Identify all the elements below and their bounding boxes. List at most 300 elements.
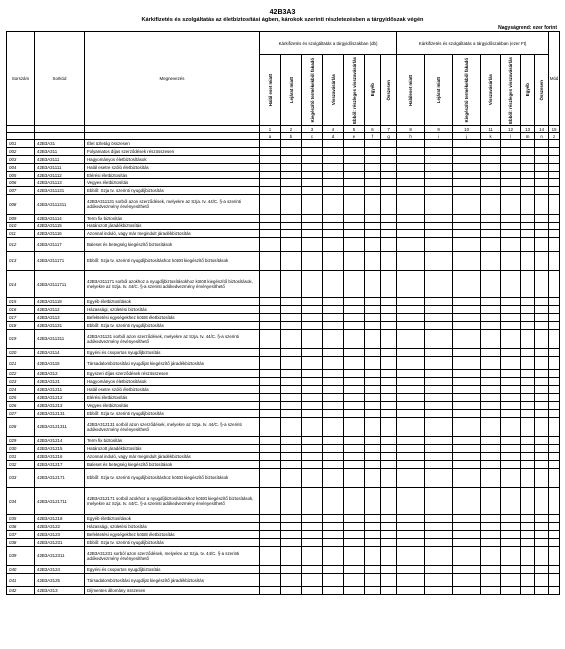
value-cell[interactable]	[481, 298, 501, 306]
value-cell[interactable]	[549, 271, 560, 298]
value-cell[interactable]	[302, 298, 323, 306]
value-cell[interactable]	[425, 163, 453, 171]
value-cell[interactable]	[481, 437, 501, 445]
value-cell[interactable]	[521, 171, 535, 179]
value-cell[interactable]	[281, 298, 302, 306]
value-cell[interactable]	[535, 401, 549, 409]
value-cell[interactable]	[323, 587, 344, 595]
value-cell[interactable]	[521, 329, 535, 348]
value-cell[interactable]	[397, 179, 425, 187]
value-cell[interactable]	[381, 238, 397, 251]
value-cell[interactable]	[481, 187, 501, 195]
value-cell[interactable]	[453, 409, 481, 417]
value-cell[interactable]	[549, 565, 560, 573]
value-cell[interactable]	[535, 515, 549, 523]
value-cell[interactable]	[302, 417, 323, 436]
value-cell[interactable]	[549, 214, 560, 222]
value-cell[interactable]	[521, 298, 535, 306]
value-cell[interactable]	[501, 271, 521, 298]
value-cell[interactable]	[521, 488, 535, 515]
value-cell[interactable]	[302, 437, 323, 445]
value-cell[interactable]	[381, 452, 397, 460]
value-cell[interactable]	[323, 179, 344, 187]
value-cell[interactable]	[365, 147, 381, 155]
value-cell[interactable]	[365, 298, 381, 306]
value-cell[interactable]	[260, 587, 281, 595]
value-cell[interactable]	[481, 488, 501, 515]
value-cell[interactable]	[425, 587, 453, 595]
value-cell[interactable]	[481, 147, 501, 155]
value-cell[interactable]	[425, 565, 453, 573]
value-cell[interactable]	[481, 230, 501, 238]
value-cell[interactable]	[323, 515, 344, 523]
value-cell[interactable]	[425, 214, 453, 222]
value-cell[interactable]	[302, 386, 323, 394]
value-cell[interactable]	[323, 370, 344, 378]
value-cell[interactable]	[344, 393, 365, 401]
value-cell[interactable]	[323, 140, 344, 148]
value-cell[interactable]	[397, 538, 425, 546]
value-cell[interactable]	[281, 488, 302, 515]
value-cell[interactable]	[535, 565, 549, 573]
value-cell[interactable]	[344, 401, 365, 409]
value-cell[interactable]	[260, 222, 281, 230]
value-cell[interactable]	[381, 187, 397, 195]
value-cell[interactable]	[535, 163, 549, 171]
value-cell[interactable]	[302, 515, 323, 523]
value-cell[interactable]	[397, 349, 425, 357]
value-cell[interactable]	[453, 222, 481, 230]
value-cell[interactable]	[535, 305, 549, 313]
value-cell[interactable]	[481, 444, 501, 452]
value-cell[interactable]	[453, 401, 481, 409]
value-cell[interactable]	[453, 163, 481, 171]
value-cell[interactable]	[365, 538, 381, 546]
value-cell[interactable]	[381, 313, 397, 321]
value-cell[interactable]	[281, 195, 302, 214]
value-cell[interactable]	[501, 187, 521, 195]
value-cell[interactable]	[323, 565, 344, 573]
value-cell[interactable]	[323, 538, 344, 546]
value-cell[interactable]	[501, 313, 521, 321]
value-cell[interactable]	[535, 251, 549, 270]
value-cell[interactable]	[481, 386, 501, 394]
value-cell[interactable]	[260, 163, 281, 171]
value-cell[interactable]	[425, 329, 453, 348]
value-cell[interactable]	[481, 238, 501, 251]
value-cell[interactable]	[323, 298, 344, 306]
value-cell[interactable]	[535, 530, 549, 538]
value-cell[interactable]	[344, 468, 365, 487]
value-cell[interactable]	[260, 370, 281, 378]
value-cell[interactable]	[521, 378, 535, 386]
value-cell[interactable]	[365, 587, 381, 595]
value-cell[interactable]	[535, 214, 549, 222]
value-cell[interactable]	[521, 460, 535, 468]
value-cell[interactable]	[302, 370, 323, 378]
value-cell[interactable]	[381, 329, 397, 348]
value-cell[interactable]	[302, 321, 323, 329]
value-cell[interactable]	[481, 214, 501, 222]
value-cell[interactable]	[501, 370, 521, 378]
value-cell[interactable]	[302, 393, 323, 401]
value-cell[interactable]	[344, 305, 365, 313]
value-cell[interactable]	[535, 140, 549, 148]
value-cell[interactable]	[425, 546, 453, 565]
value-cell[interactable]	[535, 238, 549, 251]
value-cell[interactable]	[302, 147, 323, 155]
value-cell[interactable]	[281, 163, 302, 171]
value-cell[interactable]	[453, 460, 481, 468]
value-cell[interactable]	[549, 546, 560, 565]
value-cell[interactable]	[481, 573, 501, 586]
value-cell[interactable]	[302, 468, 323, 487]
value-cell[interactable]	[425, 238, 453, 251]
value-cell[interactable]	[425, 305, 453, 313]
value-cell[interactable]	[481, 349, 501, 357]
value-cell[interactable]	[521, 565, 535, 573]
value-cell[interactable]	[535, 538, 549, 546]
value-cell[interactable]	[521, 140, 535, 148]
value-cell[interactable]	[425, 222, 453, 230]
value-cell[interactable]	[397, 222, 425, 230]
value-cell[interactable]	[453, 238, 481, 251]
value-cell[interactable]	[481, 522, 501, 530]
value-cell[interactable]	[425, 171, 453, 179]
value-cell[interactable]	[302, 305, 323, 313]
value-cell[interactable]	[397, 437, 425, 445]
value-cell[interactable]	[453, 468, 481, 487]
value-cell[interactable]	[344, 409, 365, 417]
value-cell[interactable]	[549, 522, 560, 530]
value-cell[interactable]	[323, 222, 344, 230]
value-cell[interactable]	[453, 370, 481, 378]
value-cell[interactable]	[501, 409, 521, 417]
value-cell[interactable]	[365, 214, 381, 222]
value-cell[interactable]	[549, 515, 560, 523]
value-cell[interactable]	[501, 222, 521, 230]
value-cell[interactable]	[344, 452, 365, 460]
value-cell[interactable]	[549, 573, 560, 586]
value-cell[interactable]	[453, 230, 481, 238]
value-cell[interactable]	[281, 538, 302, 546]
value-cell[interactable]	[397, 356, 425, 369]
value-cell[interactable]	[281, 565, 302, 573]
value-cell[interactable]	[323, 417, 344, 436]
value-cell[interactable]	[260, 386, 281, 394]
value-cell[interactable]	[302, 313, 323, 321]
value-cell[interactable]	[425, 573, 453, 586]
value-cell[interactable]	[453, 565, 481, 573]
value-cell[interactable]	[365, 393, 381, 401]
value-cell[interactable]	[549, 393, 560, 401]
value-cell[interactable]	[481, 468, 501, 487]
value-cell[interactable]	[381, 140, 397, 148]
value-cell[interactable]	[501, 515, 521, 523]
value-cell[interactable]	[260, 140, 281, 148]
value-cell[interactable]	[302, 587, 323, 595]
value-cell[interactable]	[549, 329, 560, 348]
value-cell[interactable]	[535, 573, 549, 586]
value-cell[interactable]	[453, 573, 481, 586]
value-cell[interactable]	[481, 163, 501, 171]
value-cell[interactable]	[453, 378, 481, 386]
value-cell[interactable]	[344, 522, 365, 530]
value-cell[interactable]	[453, 393, 481, 401]
value-cell[interactable]	[397, 546, 425, 565]
value-cell[interactable]	[365, 222, 381, 230]
value-cell[interactable]	[281, 515, 302, 523]
value-cell[interactable]	[549, 155, 560, 163]
value-cell[interactable]	[549, 444, 560, 452]
value-cell[interactable]	[397, 298, 425, 306]
value-cell[interactable]	[281, 155, 302, 163]
value-cell[interactable]	[397, 187, 425, 195]
value-cell[interactable]	[323, 393, 344, 401]
value-cell[interactable]	[521, 468, 535, 487]
value-cell[interactable]	[521, 417, 535, 436]
value-cell[interactable]	[260, 195, 281, 214]
value-cell[interactable]	[425, 452, 453, 460]
value-cell[interactable]	[281, 187, 302, 195]
value-cell[interactable]	[501, 488, 521, 515]
value-cell[interactable]	[481, 321, 501, 329]
value-cell[interactable]	[549, 401, 560, 409]
value-cell[interactable]	[453, 147, 481, 155]
value-cell[interactable]	[481, 179, 501, 187]
value-cell[interactable]	[425, 417, 453, 436]
value-cell[interactable]	[521, 155, 535, 163]
value-cell[interactable]	[302, 179, 323, 187]
value-cell[interactable]	[381, 171, 397, 179]
value-cell[interactable]	[453, 171, 481, 179]
value-cell[interactable]	[323, 238, 344, 251]
value-cell[interactable]	[260, 214, 281, 222]
value-cell[interactable]	[323, 573, 344, 586]
value-cell[interactable]	[481, 305, 501, 313]
value-cell[interactable]	[344, 538, 365, 546]
value-cell[interactable]	[365, 171, 381, 179]
value-cell[interactable]	[481, 155, 501, 163]
value-cell[interactable]	[549, 179, 560, 187]
value-cell[interactable]	[344, 171, 365, 179]
value-cell[interactable]	[323, 251, 344, 270]
value-cell[interactable]	[260, 329, 281, 348]
value-cell[interactable]	[381, 573, 397, 586]
value-cell[interactable]	[344, 565, 365, 573]
value-cell[interactable]	[501, 587, 521, 595]
value-cell[interactable]	[381, 222, 397, 230]
value-cell[interactable]	[481, 546, 501, 565]
value-cell[interactable]	[521, 195, 535, 214]
value-cell[interactable]	[365, 417, 381, 436]
value-cell[interactable]	[535, 222, 549, 230]
value-cell[interactable]	[501, 538, 521, 546]
value-cell[interactable]	[281, 417, 302, 436]
value-cell[interactable]	[521, 546, 535, 565]
value-cell[interactable]	[365, 546, 381, 565]
value-cell[interactable]	[381, 460, 397, 468]
value-cell[interactable]	[281, 222, 302, 230]
value-cell[interactable]	[501, 298, 521, 306]
value-cell[interactable]	[535, 321, 549, 329]
value-cell[interactable]	[260, 546, 281, 565]
value-cell[interactable]	[549, 305, 560, 313]
value-cell[interactable]	[323, 321, 344, 329]
value-cell[interactable]	[481, 329, 501, 348]
value-cell[interactable]	[453, 522, 481, 530]
value-cell[interactable]	[260, 298, 281, 306]
value-cell[interactable]	[302, 378, 323, 386]
value-cell[interactable]	[365, 409, 381, 417]
value-cell[interactable]	[521, 538, 535, 546]
value-cell[interactable]	[344, 251, 365, 270]
value-cell[interactable]	[425, 230, 453, 238]
value-cell[interactable]	[381, 401, 397, 409]
value-cell[interactable]	[381, 488, 397, 515]
value-cell[interactable]	[521, 437, 535, 445]
value-cell[interactable]	[521, 349, 535, 357]
value-cell[interactable]	[281, 271, 302, 298]
value-cell[interactable]	[397, 573, 425, 586]
value-cell[interactable]	[549, 222, 560, 230]
value-cell[interactable]	[453, 417, 481, 436]
value-cell[interactable]	[521, 230, 535, 238]
value-cell[interactable]	[397, 147, 425, 155]
value-cell[interactable]	[365, 356, 381, 369]
value-cell[interactable]	[381, 393, 397, 401]
value-cell[interactable]	[481, 378, 501, 386]
value-cell[interactable]	[453, 488, 481, 515]
value-cell[interactable]	[397, 230, 425, 238]
value-cell[interactable]	[501, 329, 521, 348]
value-cell[interactable]	[281, 214, 302, 222]
value-cell[interactable]	[344, 298, 365, 306]
value-cell[interactable]	[344, 147, 365, 155]
value-cell[interactable]	[323, 163, 344, 171]
value-cell[interactable]	[260, 356, 281, 369]
value-cell[interactable]	[425, 147, 453, 155]
value-cell[interactable]	[323, 349, 344, 357]
value-cell[interactable]	[549, 488, 560, 515]
value-cell[interactable]	[521, 515, 535, 523]
value-cell[interactable]	[344, 573, 365, 586]
value-cell[interactable]	[381, 298, 397, 306]
value-cell[interactable]	[481, 452, 501, 460]
value-cell[interactable]	[501, 546, 521, 565]
value-cell[interactable]	[381, 163, 397, 171]
value-cell[interactable]	[365, 437, 381, 445]
value-cell[interactable]	[323, 401, 344, 409]
value-cell[interactable]	[397, 393, 425, 401]
value-cell[interactable]	[344, 195, 365, 214]
value-cell[interactable]	[481, 515, 501, 523]
value-cell[interactable]	[381, 587, 397, 595]
value-cell[interactable]	[323, 437, 344, 445]
value-cell[interactable]	[344, 530, 365, 538]
value-cell[interactable]	[302, 214, 323, 222]
value-cell[interactable]	[501, 444, 521, 452]
value-cell[interactable]	[323, 409, 344, 417]
value-cell[interactable]	[453, 515, 481, 523]
value-cell[interactable]	[535, 460, 549, 468]
value-cell[interactable]	[260, 378, 281, 386]
value-cell[interactable]	[365, 313, 381, 321]
value-cell[interactable]	[260, 573, 281, 586]
value-cell[interactable]	[453, 271, 481, 298]
value-cell[interactable]	[365, 195, 381, 214]
value-cell[interactable]	[425, 195, 453, 214]
value-cell[interactable]	[381, 155, 397, 163]
value-cell[interactable]	[453, 329, 481, 348]
value-cell[interactable]	[501, 452, 521, 460]
value-cell[interactable]	[344, 222, 365, 230]
value-cell[interactable]	[381, 356, 397, 369]
value-cell[interactable]	[302, 452, 323, 460]
value-cell[interactable]	[302, 271, 323, 298]
value-cell[interactable]	[425, 271, 453, 298]
value-cell[interactable]	[501, 251, 521, 270]
value-cell[interactable]	[260, 155, 281, 163]
value-cell[interactable]	[425, 437, 453, 445]
value-cell[interactable]	[260, 444, 281, 452]
value-cell[interactable]	[397, 444, 425, 452]
value-cell[interactable]	[521, 356, 535, 369]
value-cell[interactable]	[453, 195, 481, 214]
value-cell[interactable]	[521, 251, 535, 270]
value-cell[interactable]	[344, 356, 365, 369]
value-cell[interactable]	[381, 515, 397, 523]
value-cell[interactable]	[425, 298, 453, 306]
value-cell[interactable]	[425, 155, 453, 163]
value-cell[interactable]	[501, 349, 521, 357]
value-cell[interactable]	[397, 417, 425, 436]
value-cell[interactable]	[260, 171, 281, 179]
value-cell[interactable]	[521, 222, 535, 230]
value-cell[interactable]	[481, 409, 501, 417]
value-cell[interactable]	[397, 163, 425, 171]
value-cell[interactable]	[281, 530, 302, 538]
value-cell[interactable]	[260, 417, 281, 436]
value-cell[interactable]	[397, 251, 425, 270]
value-cell[interactable]	[521, 214, 535, 222]
value-cell[interactable]	[302, 171, 323, 179]
value-cell[interactable]	[365, 530, 381, 538]
value-cell[interactable]	[535, 522, 549, 530]
value-cell[interactable]	[549, 195, 560, 214]
value-cell[interactable]	[535, 587, 549, 595]
value-cell[interactable]	[453, 386, 481, 394]
value-cell[interactable]	[397, 452, 425, 460]
value-cell[interactable]	[453, 444, 481, 452]
value-cell[interactable]	[549, 370, 560, 378]
value-cell[interactable]	[425, 409, 453, 417]
value-cell[interactable]	[302, 187, 323, 195]
value-cell[interactable]	[281, 230, 302, 238]
value-cell[interactable]	[501, 417, 521, 436]
value-cell[interactable]	[453, 298, 481, 306]
value-cell[interactable]	[501, 356, 521, 369]
value-cell[interactable]	[453, 251, 481, 270]
value-cell[interactable]	[344, 163, 365, 171]
value-cell[interactable]	[521, 444, 535, 452]
value-cell[interactable]	[365, 187, 381, 195]
value-cell[interactable]	[260, 437, 281, 445]
value-cell[interactable]	[260, 488, 281, 515]
value-cell[interactable]	[521, 370, 535, 378]
value-cell[interactable]	[501, 401, 521, 409]
value-cell[interactable]	[481, 587, 501, 595]
